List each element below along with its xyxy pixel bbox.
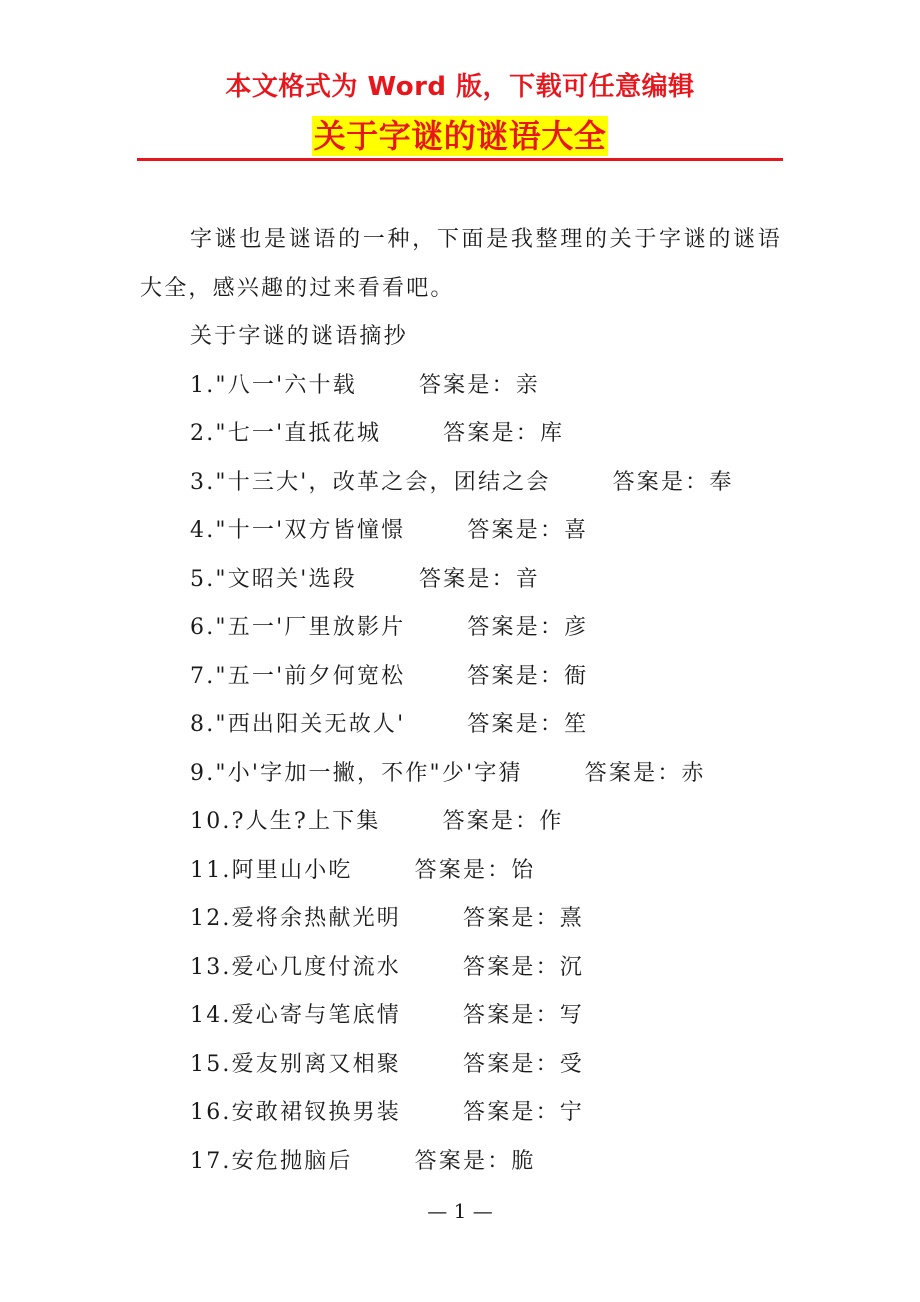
riddle-answer: 答案是：音: [418, 566, 540, 592]
riddle-answer: 答案是：笙: [467, 712, 589, 737]
document-body: [140, 216, 782, 1186]
riddle-question: 5."文昭关'选段: [190, 566, 357, 592]
riddle-question: 4."十一'双方皆憧憬: [190, 518, 406, 543]
riddle-answer: 答案是：脆: [414, 1148, 536, 1174]
riddle-answer: 答案是：亲: [418, 372, 540, 398]
intro-paragraph: 字谜也是谜语的一种，下面是我整理的关于字谜的谜语大全，感兴趣的过来看看吧。: [140, 227, 782, 301]
title-divider: [137, 158, 783, 161]
riddle-answer: 答案是：作: [442, 809, 564, 834]
riddle-item: [140, 895, 782, 944]
riddle-question: 10.?人生?上下集: [190, 809, 381, 834]
riddle-item: [140, 750, 782, 799]
format-notice: 本文格式为 Word 版，下载可任意编辑: [225, 72, 695, 102]
riddle-question: 8."西出阳关无故人': [190, 712, 406, 737]
riddle-question: 16.安敢裙钗换男装: [190, 1100, 401, 1125]
riddle-item: [140, 604, 782, 653]
riddle-question: 2."七一'直抵花城: [190, 421, 382, 446]
document-title: 关于字谜的谜语大全: [313, 117, 607, 155]
riddle-question: 6."五一'厂里放影片: [190, 615, 406, 640]
riddle-item: [140, 507, 782, 556]
riddle-question: 9."小'字加一撇，不作"少'字猜: [190, 760, 523, 786]
riddle-question: 13.爱心几度付流水: [190, 954, 401, 980]
riddle-question: 7."五一'前夕何宽松: [190, 663, 406, 689]
riddle-item: [140, 1041, 782, 1090]
riddle-question: 14.爱心寄与笔底情: [190, 1003, 401, 1028]
riddle-answer: 答案是：饴: [414, 857, 536, 883]
riddle-question: 11.阿里山小吃: [190, 857, 353, 883]
riddle-answer: 答案是：奉: [612, 469, 734, 495]
riddle-answer: 答案是：沉: [463, 954, 585, 980]
riddle-item: [140, 701, 782, 750]
riddle-answer: 答案是：宁: [463, 1100, 585, 1125]
riddle-question: 15.爱友别离又相聚: [190, 1051, 401, 1077]
riddle-answer: 答案是：受: [463, 1051, 585, 1077]
riddle-item: [140, 847, 782, 896]
riddle-answer: 答案是：写: [463, 1003, 585, 1028]
riddle-list: [140, 362, 782, 1187]
riddle-answer: 答案是：赤: [584, 760, 706, 786]
riddle-question: 3."十三大'，改革之会，团结之会: [190, 469, 551, 495]
riddle-question: 17.安危抛脑后: [190, 1148, 353, 1174]
riddle-item: [140, 410, 782, 459]
riddle-answer: 答案是：喜: [467, 518, 589, 543]
riddle-item: [140, 1089, 782, 1138]
riddle-answer: 答案是：熹: [463, 906, 585, 931]
riddle-item: [140, 556, 782, 605]
riddle-answer: 答案是：衙: [467, 663, 589, 689]
riddle-item: [140, 653, 782, 702]
title-container: [0, 116, 920, 156]
section-subheading: 关于字谜的谜语摘抄: [190, 324, 408, 349]
riddle-question: 1."八一'六十载: [190, 372, 357, 398]
riddle-item: [140, 1138, 782, 1187]
riddle-item: [140, 992, 782, 1041]
riddle-item: [140, 362, 782, 411]
riddle-item: [140, 944, 782, 993]
riddle-item: [140, 459, 782, 508]
riddle-question: 12.爱将余热献光明: [190, 906, 401, 931]
riddle-item: [140, 798, 782, 847]
riddle-answer: 答案是：库: [443, 421, 565, 446]
page-number: — 1 —: [427, 1199, 493, 1223]
riddle-answer: 答案是：彦: [467, 615, 589, 640]
